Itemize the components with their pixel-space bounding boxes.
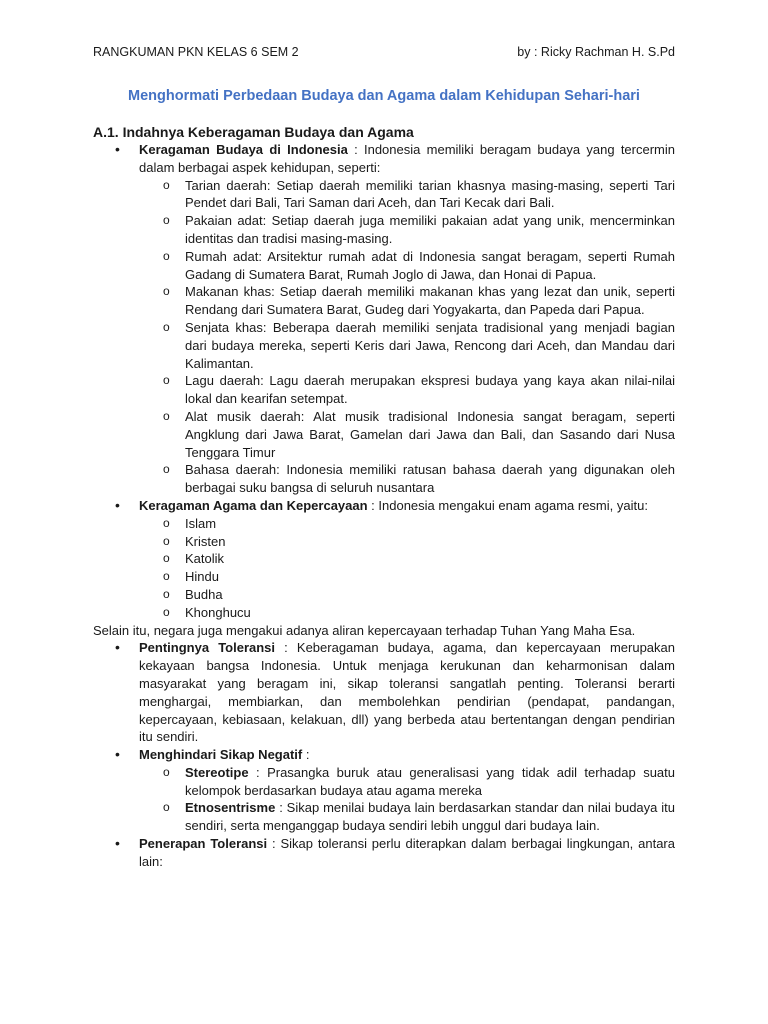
list-item-budaya — [93, 141, 675, 497]
term-negatif: Menghindari Sikap Negatif — [139, 747, 303, 763]
budaya-sublist — [139, 177, 675, 497]
agama-sublist — [139, 515, 675, 622]
list-item: o Katolik — [139, 550, 675, 568]
term-penerapan: Penerapan Toleransi — [139, 836, 268, 852]
list-item: o Pakaian adat: Setiap daerah juga memiliki pakaian adat yang unik, mencerminkan identitas dan tradisi masing-masing. — [139, 212, 675, 248]
header-left: RANGKUMAN PKN KELAS 6 SEM 2 — [93, 45, 299, 59]
text-negatif: : — [302, 747, 310, 763]
list-item: o Senjata khas: Beberapa daerah memiliki senjata tradisional yang menjadi bagian dari budaya mereka, seperti Keris dari Jawa, Rencong dari Aceh, dan Mandau dari Kalimantan. — [139, 319, 675, 372]
paragraph-selain: Selain itu, negara juga mengakui adanya aliran kepercayaan terhadap Tuhan Yang Maha Esa. — [93, 622, 636, 638]
list-item-etnosentrisme — [139, 799, 675, 835]
list-item: o Tarian daerah: Setiap daerah memiliki tarian khasnya masing-masing, seperti Tari Pendet dari Bali, Tari Saman dari Aceh, dan Tari Kecak dari Bali. — [139, 177, 675, 213]
list-item-penerapan — [93, 835, 675, 871]
list-item: o Bahasa daerah: Indonesia memiliki ratusan bahasa daerah yang digunakan oleh berbagai suku bangsa di seluruh nusantara — [139, 461, 675, 497]
text-penerapan: : Sikap toleransi perlu diterapkan dalam berbagai lingkungan, antara lain: — [139, 836, 675, 869]
list-item-stereotipe — [139, 764, 675, 800]
page-header — [93, 44, 675, 62]
text-toleransi: : Keberagaman budaya, agama, dan kepercayaan merupakan kekayaan bangsa Indonesia. Untuk menjaga kerukunan dan keharmonisan dalam masyarakat yang beragam ini, sikap toleransi sangatlah penting. Toleransi berarti menghargai, membiarkan, dan membolehkan pendirian (pendapat, pandangan, kepercayaan, kebiasaan, kelakuan, dll) yang berbeda atau bertentangan dengan pendirian itu sendiri. — [139, 640, 675, 745]
list-item: o Alat musik daerah: Alat musik tradisional Indonesia sangat beragam, seperti Angklung dari Jawa Barat, Gamelan dari Jawa dan Bali, dan Sasando dari Nusa Tenggara Timur — [139, 408, 675, 461]
list-item: o Hindu — [139, 568, 675, 586]
list-item: o Rumah adat: Arsitektur rumah adat di Indonesia sangat beragam, seperti Rumah Gadang di Sumatera Barat, Rumah Joglo di Jawa, dan Honai di Papua. — [139, 248, 675, 284]
list-item: o Kristen — [139, 533, 675, 551]
document-title: Menghormati Perbedaan Budaya dan Agama dalam Kehidupan Sehari-hari — [128, 88, 640, 104]
list-item: o Lagu daerah: Lagu daerah merupakan ekspresi budaya yang kaya akan nilai-nilai lokal dan kearifan setempat. — [139, 372, 675, 408]
list-item: o Makanan khas: Setiap daerah memiliki makanan khas yang lezat dan unik, seperti Rendang dari Sumatera Barat, Gudeg dari Yogyakarta, dan Papeda dari Papua. — [139, 283, 675, 319]
list-item: o Budha — [139, 586, 675, 604]
list-item-toleransi — [93, 639, 675, 746]
text-budaya: : Indonesia memiliki beragam budaya yang tercermin dalam berbagai aspek kehidupan, seperti: — [139, 142, 675, 175]
negatif-sublist — [139, 764, 675, 835]
list-item-agama — [93, 497, 675, 622]
term-agama: Keragaman Agama dan Kepercayaan — [139, 497, 368, 513]
text-agama: : Indonesia mengakui enam agama resmi, yaitu: — [367, 497, 648, 513]
header-right: by : Ricky Rachman H. S.Pd — [517, 45, 675, 59]
term-budaya: Keragaman Budaya di Indonesia — [139, 142, 348, 157]
term-toleransi: Pentingnya Toleransi — [139, 640, 276, 656]
main-list-2 — [93, 639, 675, 870]
main-list — [93, 141, 675, 622]
text-etnosentrisme: : Sikap menilai budaya lain berdasarkan standar dan nilai budaya itu sendiri, serta menganggap budaya sendiri lebih unggul dari budaya lain. — [185, 800, 675, 834]
term-etnosentrisme: Etnosentrisme — [185, 800, 276, 816]
document-body — [93, 123, 675, 871]
section-heading: A.1. Indahnya Keberagaman Budaya dan Agama — [93, 124, 414, 140]
text-stereotipe: : Prasangka buruk atau generalisasi yang tidak adil terhadap suatu kelompok berdasarkan budaya atau agama mereka — [185, 764, 675, 798]
list-item-negatif — [93, 746, 675, 835]
list-item: o Khonghucu — [139, 604, 675, 622]
term-stereotipe: Stereotipe — [185, 764, 249, 780]
list-item: o Islam — [139, 515, 675, 533]
